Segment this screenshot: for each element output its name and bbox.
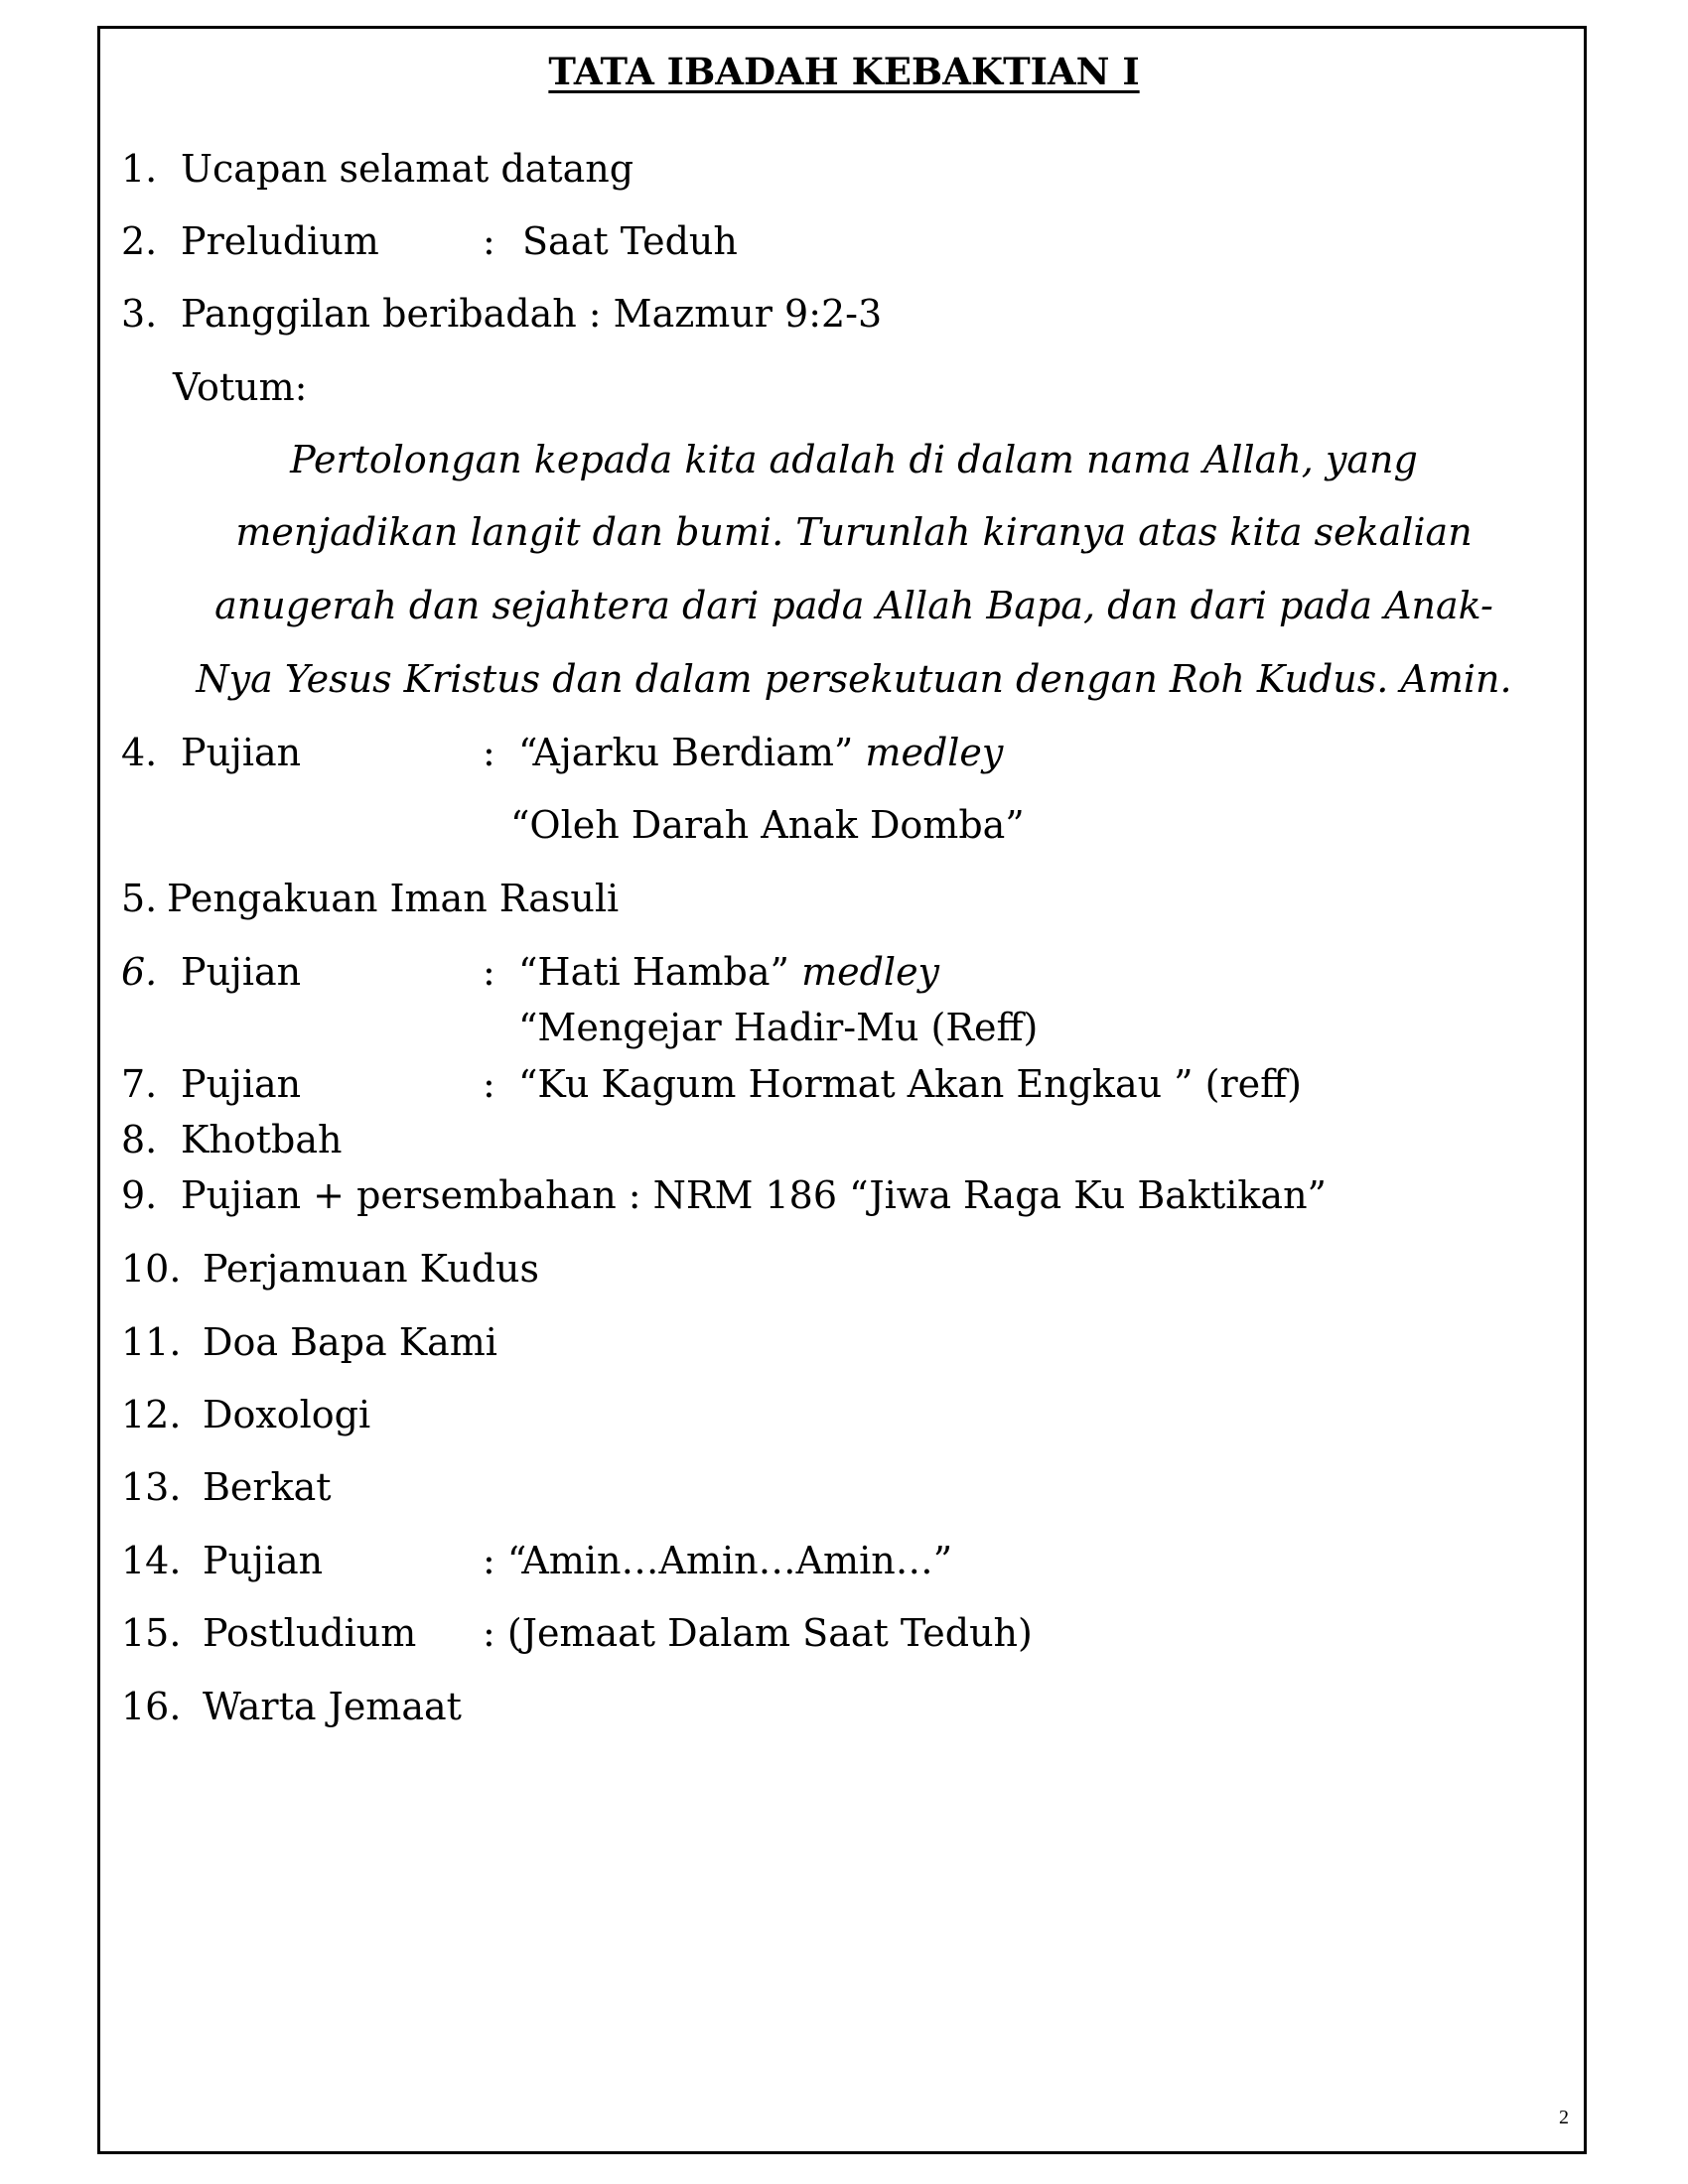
item-number: 10. — [121, 1247, 182, 1291]
item-label: Khotbah — [181, 1118, 343, 1161]
item-separator: : — [483, 950, 495, 994]
item-value: : (Jemaat Dalam Saat Teduh) — [483, 1611, 1033, 1655]
item-number: 6. — [121, 950, 158, 994]
item-value — [518, 731, 1003, 774]
item-number: 2. — [121, 219, 158, 263]
item-label: Warta Jemaat — [203, 1685, 462, 1728]
item-label: Ucapan selamat datang — [181, 147, 634, 191]
item-number: 9. — [121, 1173, 158, 1217]
item-number: 3. — [121, 292, 158, 336]
document-title: TATA IBADAH KEBAKTIAN I — [548, 50, 1140, 93]
item-label: Pujian — [203, 1539, 324, 1582]
medley-note: medley — [801, 950, 940, 994]
item-label: Pujian + persembahan : NRM 186 “Jiwa Raga Ku Baktikan” — [181, 1173, 1327, 1217]
item-number: 7. — [121, 1062, 158, 1106]
item-separator: : — [483, 219, 495, 263]
song-title: “Ajarku Berdiam” — [518, 731, 854, 774]
votum-text-line: menjadikan langit dan bumi. Turunlah kiranya atas kita sekalian — [235, 510, 1473, 554]
item-value: “Ku Kagum Hormat Akan Engkau ” (reff) — [518, 1062, 1302, 1106]
votum-text-line: anugerah dan sejahtera dari pada Allah Bapa, dan dari pada Anak- — [214, 584, 1493, 627]
item-separator: : — [483, 1062, 495, 1106]
item-number: 14. — [121, 1539, 182, 1582]
item-number: 4. — [121, 731, 158, 774]
item-value-continuation: “Oleh Darah Anak Domba” — [510, 803, 1025, 847]
item-number: 8. — [121, 1118, 158, 1161]
item-separator: : — [483, 731, 495, 774]
item-value: : “Amin…Amin…Amin…” — [483, 1539, 953, 1582]
item-value-continuation: “Mengejar Hadir-Mu (Reff) — [518, 1006, 1039, 1049]
item-label: Panggilan beribadah : Mazmur 9:2-3 — [181, 292, 883, 336]
medley-note: medley — [865, 731, 1004, 774]
item-number: 12. — [121, 1393, 182, 1436]
item-value: Saat Teduh — [522, 219, 738, 263]
item-label: Pujian — [181, 950, 302, 994]
item-label: Pujian — [181, 731, 302, 774]
item-number: 16. — [121, 1685, 182, 1728]
song-title: “Hati Hamba” — [518, 950, 789, 994]
votum-text-line: Nya Yesus Kristus dan dalam persekutuan dengan Roh Kudus. Amin. — [196, 657, 1512, 701]
item-label: Preludium — [181, 219, 379, 263]
item-number: 15. — [121, 1611, 182, 1655]
item-number: 13. — [121, 1465, 182, 1509]
item-number: 5. — [121, 877, 158, 920]
item-label: Postludium — [203, 1611, 417, 1655]
item-label: Pengakuan Iman Rasuli — [167, 877, 620, 920]
item-label: Perjamuan Kudus — [203, 1247, 539, 1291]
item-label: Pujian — [181, 1062, 302, 1106]
item-value — [518, 950, 939, 994]
item-number: 1. — [121, 147, 158, 191]
votum-text-line: Pertolongan kepada kita adalah di dalam nama Allah, yang — [290, 438, 1418, 481]
page-number: 2 — [1559, 2107, 1569, 2128]
item-label: Doxologi — [203, 1393, 371, 1436]
item-number: 11. — [121, 1320, 182, 1364]
votum-label: Votum: — [173, 365, 308, 409]
item-label: Doa Bapa Kami — [203, 1320, 497, 1364]
item-label: Berkat — [203, 1465, 332, 1509]
